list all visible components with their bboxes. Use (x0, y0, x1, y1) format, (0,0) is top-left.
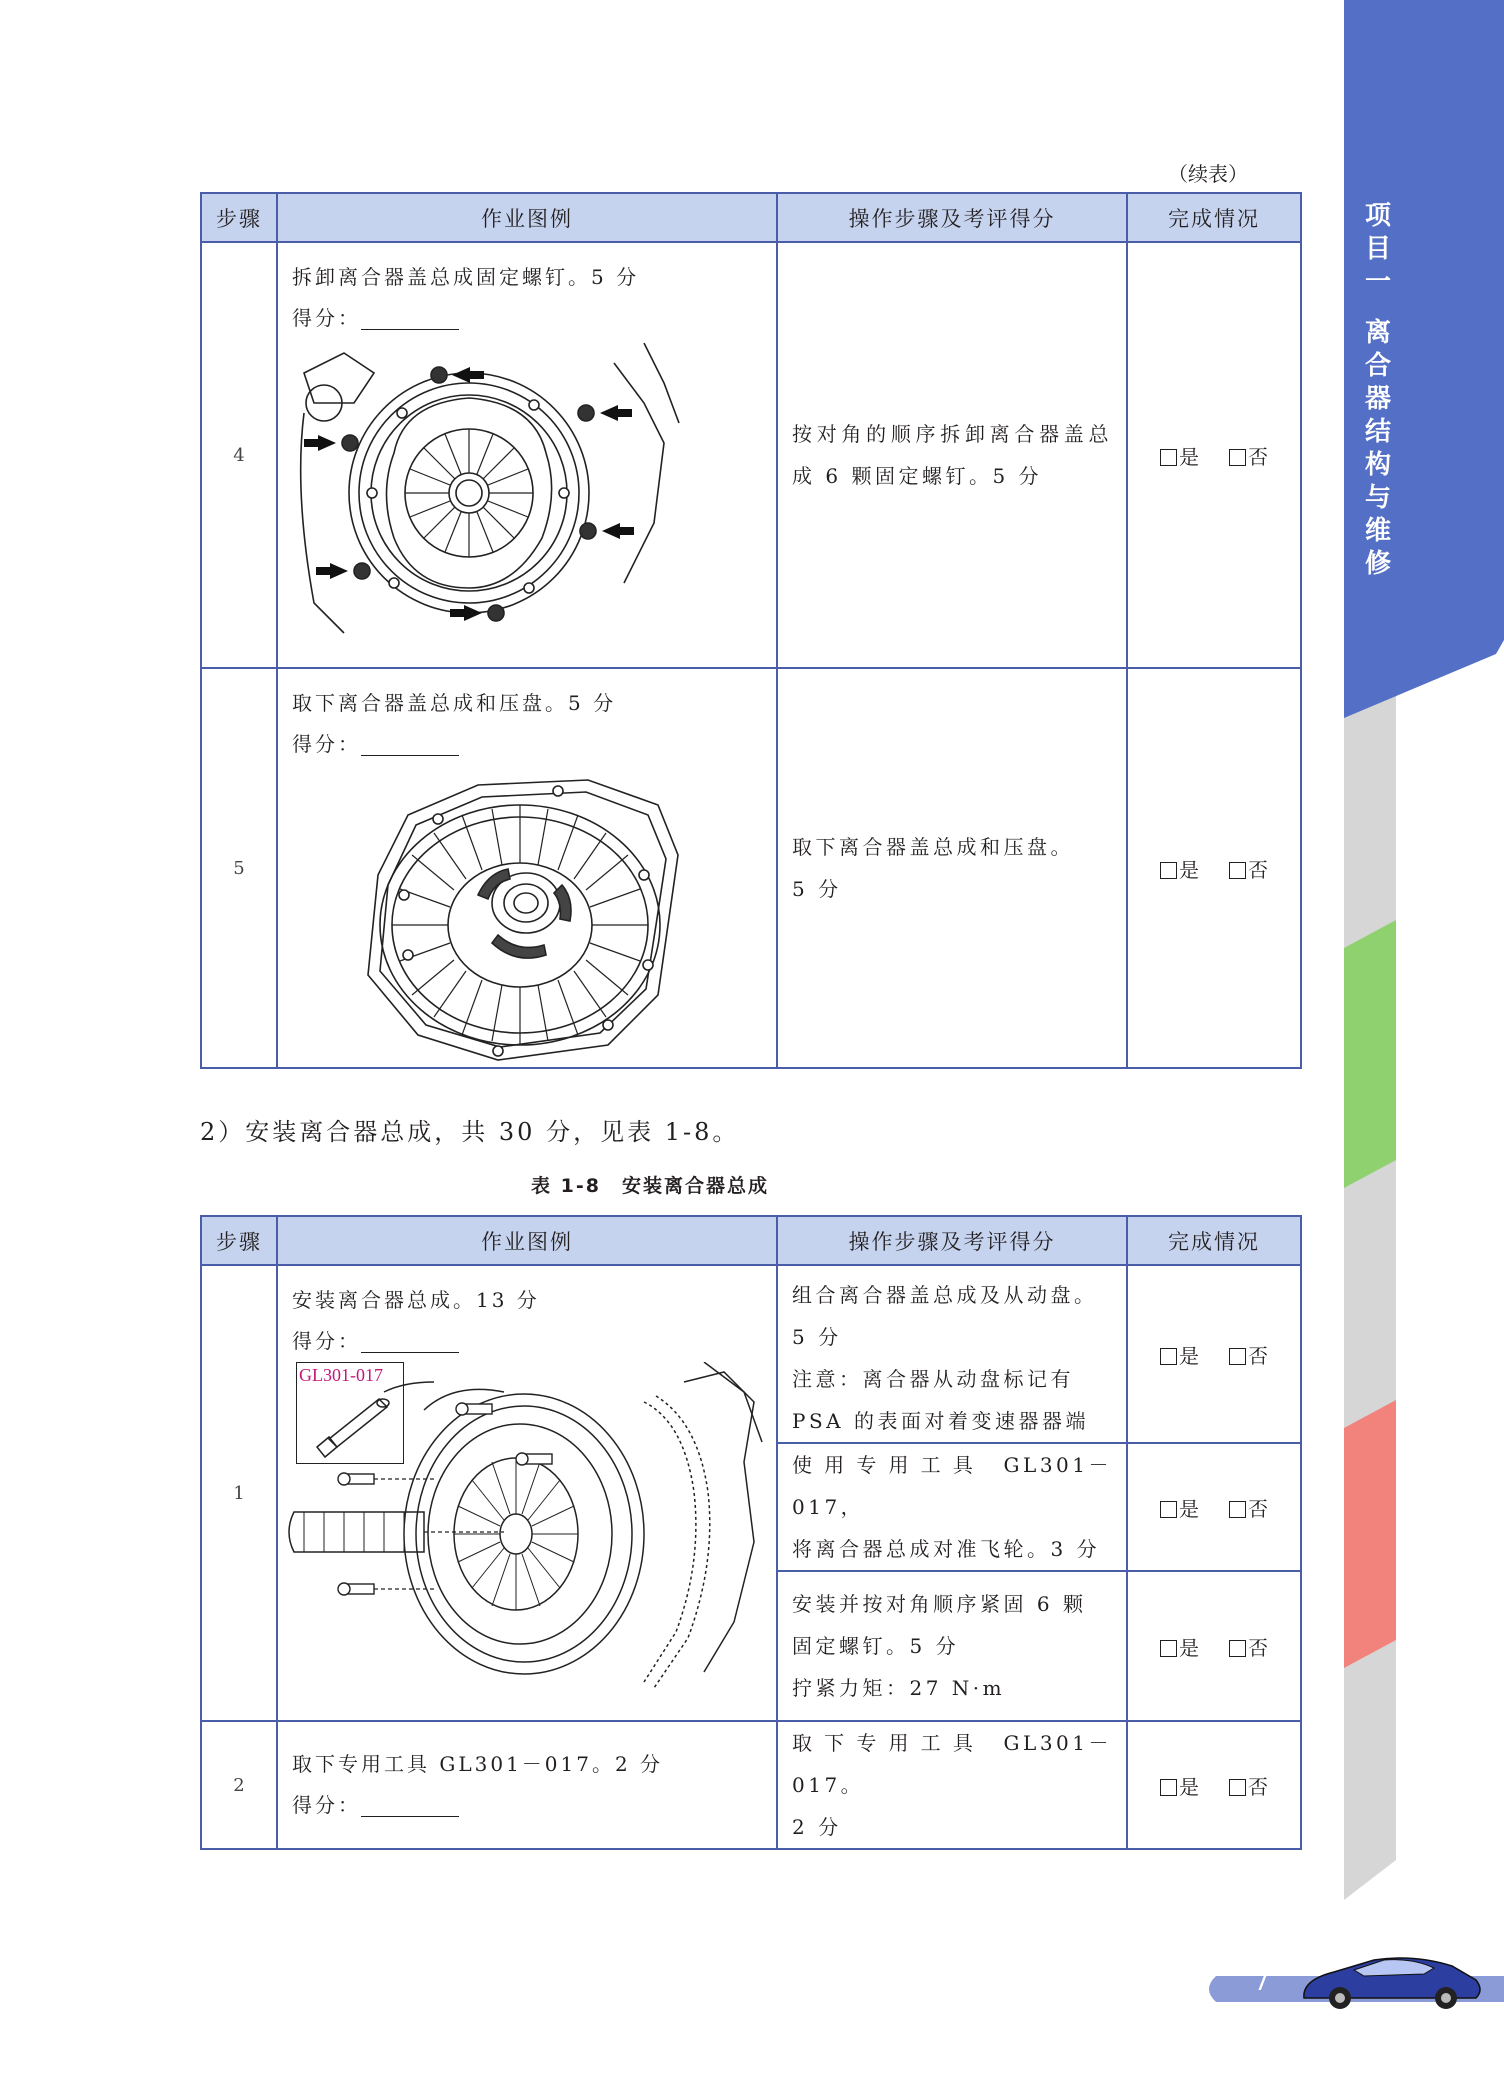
yes-checkbox[interactable] (1160, 1779, 1177, 1796)
table-header (201, 193, 1301, 242)
completion-status: 是 否 (1127, 1571, 1301, 1721)
illustration-cell (277, 1721, 777, 1849)
completion-status: 是 否 (1127, 1265, 1301, 1443)
completion-status: 是 否 (1127, 668, 1301, 1068)
clutch-install-illustration (284, 1362, 764, 1692)
completion-status: 是 否 (1127, 242, 1301, 668)
header-status: 完成情况 (1127, 193, 1301, 242)
table-caption: 表 1-8 安装离合器总成 (531, 1175, 769, 1197)
table-header (201, 1216, 1301, 1265)
tab-grey-4 (1344, 1630, 1396, 1900)
score-line: 得分： (292, 298, 762, 339)
yes-checkbox[interactable] (1160, 1501, 1177, 1518)
clutch-cover-illustration (348, 775, 748, 1065)
score-blank[interactable] (361, 1332, 459, 1353)
header-illustration: 作业图例 (277, 1216, 777, 1265)
illustration-cell (277, 1265, 777, 1721)
table-row (201, 1721, 1301, 1849)
no-checkbox[interactable] (1229, 1779, 1246, 1796)
step-number: 2 (201, 1721, 277, 1849)
no-checkbox[interactable] (1229, 1640, 1246, 1657)
task-text: 拆卸离合器盖总成固定螺钉。5 分 (292, 265, 640, 289)
illustration-cell (277, 242, 777, 668)
yes-checkbox[interactable] (1160, 449, 1177, 466)
tool-label: GL301-017 (299, 1365, 383, 1385)
header-operation: 操作步骤及考评得分 (777, 1216, 1127, 1265)
header-step: 步骤 (201, 1216, 277, 1265)
step-number: 1 (201, 1265, 277, 1721)
task-text: 取下离合器盖总成和压盘。5 分 (292, 691, 617, 715)
table-continued (200, 192, 1302, 1069)
operation-text: 取下离合器盖总成和压盘。 5 分 (777, 668, 1127, 1068)
no-checkbox[interactable] (1229, 1501, 1246, 1518)
table-1-8 (200, 1215, 1302, 1850)
chapter-title: 项 目 一 离 合 器 结 构 与 维 修 (1364, 201, 1391, 579)
header-operation: 操作步骤及考评得分 (777, 193, 1127, 242)
tab-grey-3 (1344, 1150, 1396, 1428)
clutch-bolt-removal-illustration (284, 343, 684, 643)
completion-status: 是 否 (1127, 1721, 1301, 1849)
yes-checkbox[interactable] (1160, 1348, 1177, 1365)
operation-text: 取下专用工具 GL301－017。 2 分 (777, 1721, 1127, 1849)
score-blank[interactable] (361, 309, 459, 330)
step-number: 5 (201, 668, 277, 1068)
score-blank[interactable] (361, 1796, 459, 1817)
yes-checkbox[interactable] (1160, 1640, 1177, 1657)
step-number: 4 (201, 242, 277, 668)
page-number: 7 (1254, 1968, 1270, 1996)
no-checkbox[interactable] (1229, 1348, 1246, 1365)
no-checkbox[interactable] (1229, 449, 1246, 466)
no-checkbox[interactable] (1229, 862, 1246, 879)
table-row (201, 668, 1301, 1068)
completion-status: 是 否 (1127, 1443, 1301, 1571)
score-line: 得分： (292, 724, 762, 765)
table-row (201, 242, 1301, 668)
score-blank[interactable] (361, 735, 459, 756)
table-row (201, 1265, 1301, 1443)
operation-text: 使用专用工具 GL301－017， 将离合器总成对准飞轮。3 分 (777, 1443, 1127, 1571)
header-status: 完成情况 (1127, 1216, 1301, 1265)
score-line: 得分： (292, 1321, 762, 1362)
task-text: 安装离合器总成。13 分 (292, 1288, 540, 1312)
tab-green (1344, 910, 1396, 1188)
header-illustration: 作业图例 (277, 193, 777, 242)
operation-text: 组合离合器盖总成及从动盘。 5 分 注意：离合器从动盘标记有 PSA 的表面对着变速器器端 (777, 1265, 1127, 1443)
header-step: 步骤 (201, 193, 277, 242)
score-line: 得分： (292, 1785, 762, 1826)
illustration-cell (277, 668, 777, 1068)
section-paragraph: 2）安装离合器总成，共 30 分，见表 1-8。 (200, 1118, 740, 1146)
page-number-bar (1184, 1950, 1504, 2020)
yes-checkbox[interactable] (1160, 862, 1177, 879)
task-text: 取下专用工具 GL301－017。2 分 (292, 1752, 664, 1776)
continued-label: （续表） (1168, 162, 1248, 186)
operation-text: 安装并按对角顺序紧固 6 颗 固定螺钉。5 分 拧紧力矩：27 N·m (777, 1571, 1127, 1721)
operation-text: 按对角的顺序拆卸离合器盖总成 6 颗固定螺钉。5 分 (777, 242, 1127, 668)
tab-red (1344, 1390, 1396, 1668)
